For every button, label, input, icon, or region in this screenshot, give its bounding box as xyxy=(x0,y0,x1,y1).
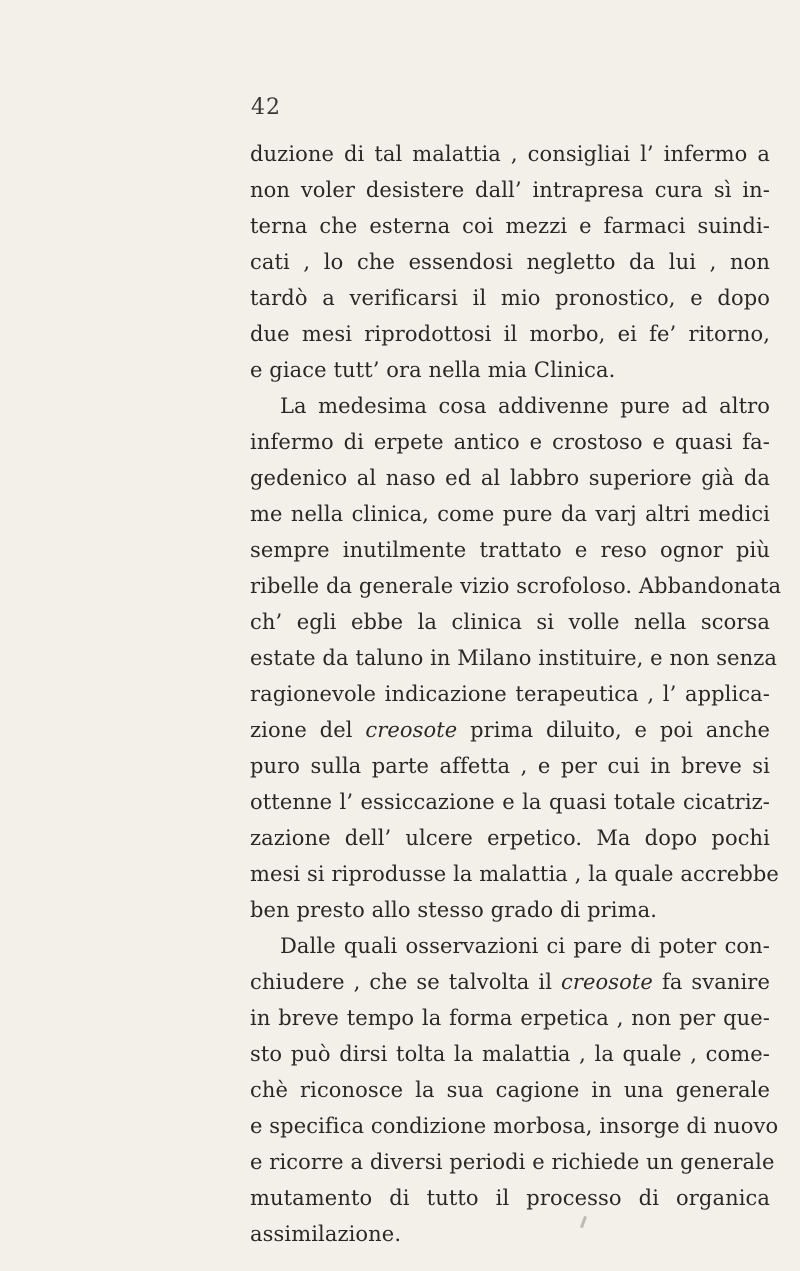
paragraph-end-line: ben presto allo stesso grado di prima. xyxy=(250,898,658,922)
paragraph-start-line: La medesima cosa addivenne pure ad altro xyxy=(280,394,770,418)
text-line: e ricorre a diversi periodi e richiede un generale xyxy=(250,1150,775,1174)
text-line: non voler desistere dall’ intrapresa cura sì in- xyxy=(250,178,770,202)
text-line: chiudere , che se talvolta il creosote fa svanire xyxy=(250,970,770,994)
italic-term: creosote xyxy=(561,970,653,994)
text-line: tardò a verificarsi il mio pronostico, e dopo xyxy=(250,286,770,310)
paragraph-end-line: e giace tutt’ ora nella mia Clinica. xyxy=(250,358,616,382)
text-line: me nella clinica, come pure da varj altri medici xyxy=(250,502,770,526)
text-line: ragionevole indicazione terapeutica , l’ applica- xyxy=(250,682,770,706)
text-line: chè riconosce la sua cagione in una generale xyxy=(250,1078,770,1102)
text-line: zione del creosote prima diluito, e poi anche xyxy=(250,718,770,742)
text-line: due mesi riprodottosi il morbo, ei fe’ ritorno, xyxy=(250,322,770,346)
text-line: zazione dell’ ulcere erpetico. Ma dopo pochi xyxy=(250,826,770,850)
italic-term: creosote xyxy=(365,718,458,742)
text-line: terna che esterna coi mezzi e farmaci suindi- xyxy=(250,214,770,238)
text-line: duzione di tal malattia , consigliai l’ infermo a xyxy=(250,142,770,166)
text-line: gedenico al naso ed al labbro superiore già da xyxy=(250,466,770,490)
text-line: infermo di erpete antico e crostoso e quasi fa- xyxy=(250,430,770,454)
page-number: 42 xyxy=(251,95,281,120)
text-line: e specifica condizione morbosa, insorge di nuovo xyxy=(250,1114,779,1138)
text-line: sempre inutilmente trattato e reso ognor più xyxy=(250,538,770,562)
text-line: ribelle da generale vizio scrofoloso. Abbandonata xyxy=(250,574,782,598)
text-line: sto può dirsi tolta la malattia , la quale , come- xyxy=(250,1042,770,1066)
text-line: mutamento di tutto il processo di organica xyxy=(250,1186,770,1210)
body-text xyxy=(250,136,782,1252)
text-line: ch’ egli ebbe la clinica si volle nella scorsa xyxy=(250,610,770,634)
paragraph-start-line: Dalle quali osservazioni ci pare di poter con- xyxy=(280,934,770,958)
text-line: in breve tempo la forma erpetica , non per que- xyxy=(250,1006,770,1030)
text-line: cati , lo che essendosi negletto da lui , non xyxy=(250,250,770,274)
text-line: ottenne l’ essiccazione e la quasi totale cicatriz- xyxy=(250,790,770,814)
text-line: estate da taluno in Milano instituire, e non senza xyxy=(250,646,778,670)
text-line: puro sulla parte affetta , e per cui in breve si xyxy=(250,754,770,778)
text-line: mesi si riprodusse la malattia , la quale accrebbe xyxy=(250,862,779,886)
paragraph-end-line: assimilazione. xyxy=(250,1222,402,1246)
